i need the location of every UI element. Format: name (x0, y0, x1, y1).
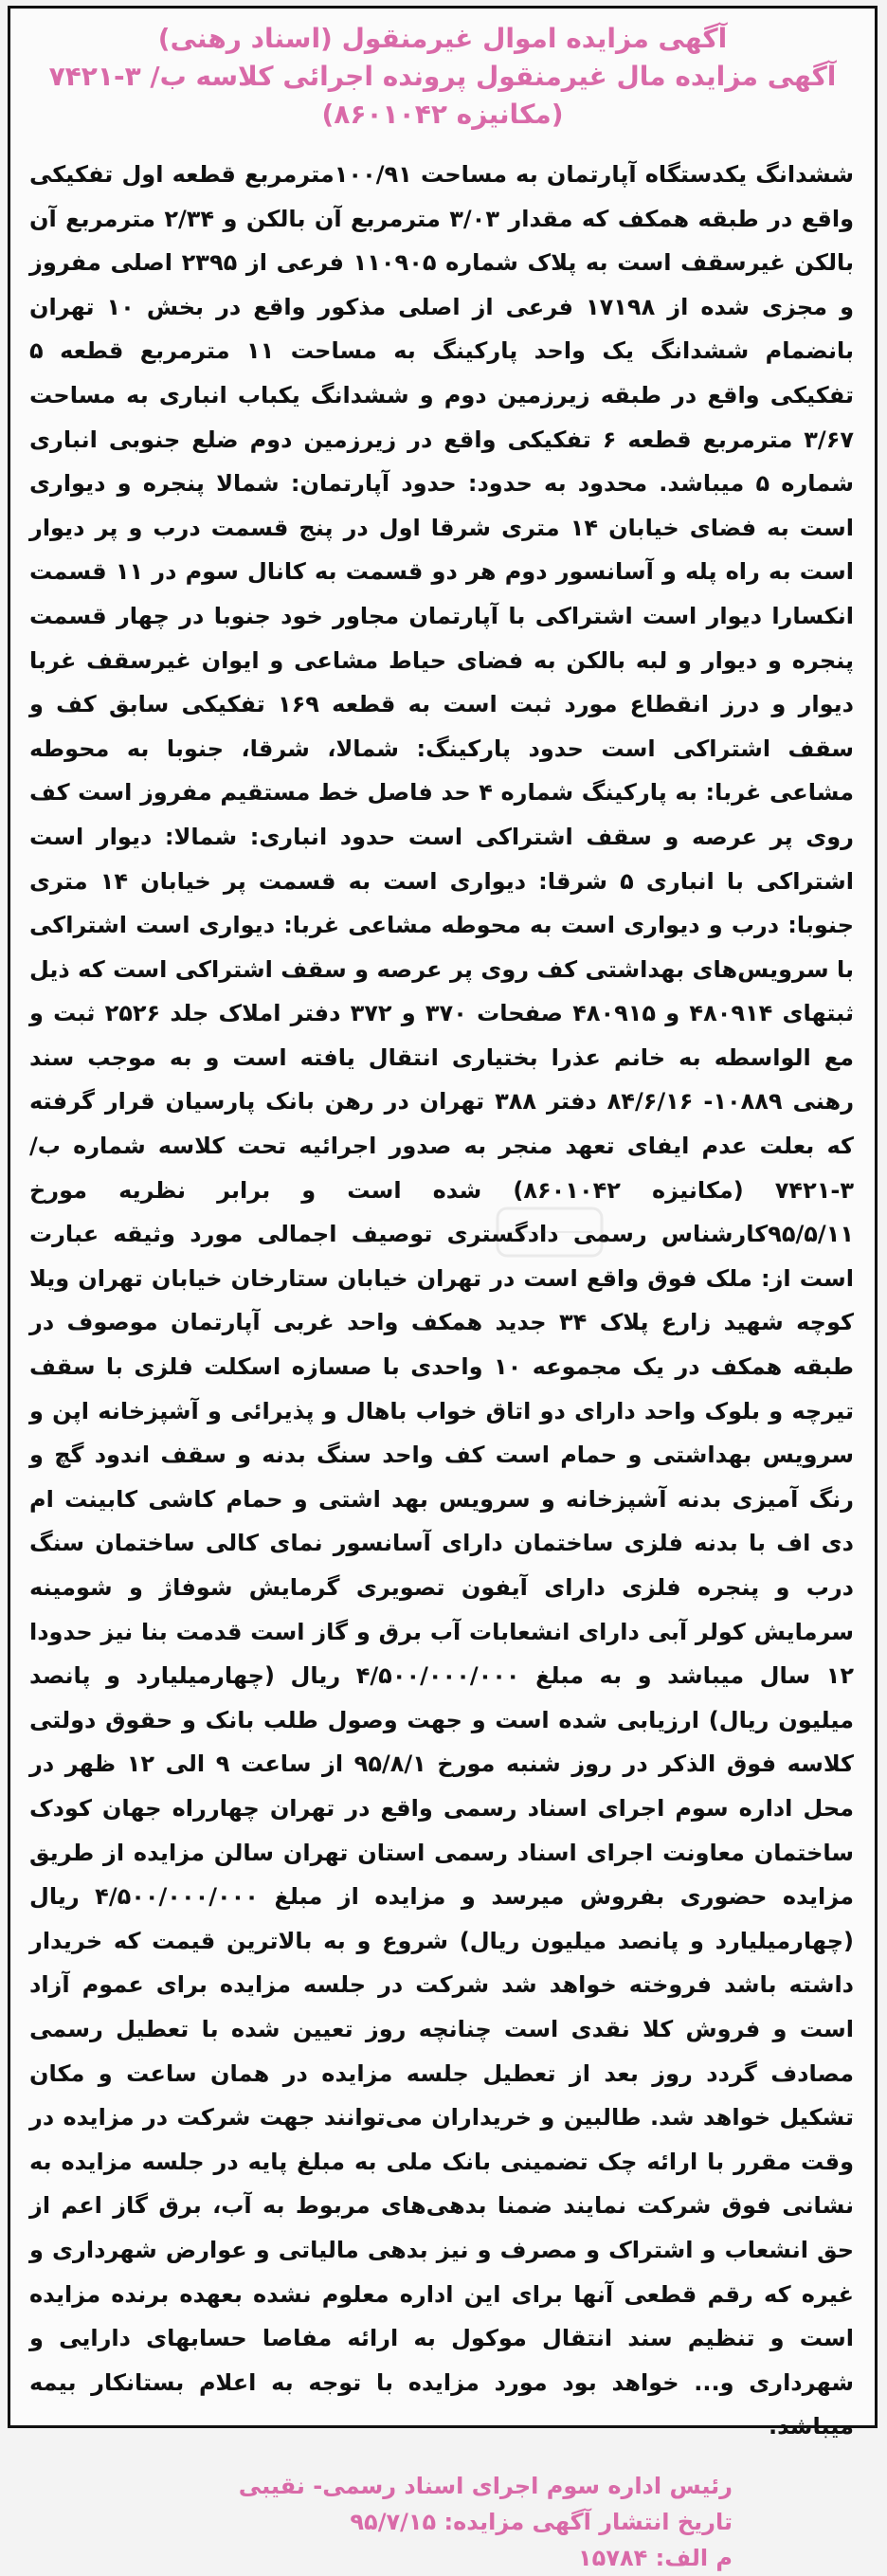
signature-line: رئیس اداره سوم اجرای اسناد رسمی- نقیبی (238, 2472, 733, 2499)
notice-footer (10, 2468, 875, 2576)
publication-date: تاریخ انتشار آگهی مزایده: ۹۵/۷/۱۵ (350, 2508, 733, 2535)
notice-body: ششدانگ یکدستگاه آپارتمان به مساحت ۱۰۰/۹۱مترمربع قطعه اول تفکیکی واقع در طبقه همکف که مقدار ۳/۰۳ مترمربع آن بالکن و ۲/۳۴ مترمربع آن بالکن غیرسقف است به پلاک شماره ۱۱۰۹۰۵ فرعی از ۲۳۹۵ اصلی مفروز و مجزی شده از ۱۷۱۹۸ فرعی از اصلی مذکور واقع در بخش ۱۰ تهران بانضمام ششدانگ یک واحد پارکینگ به مساحت ۱۱ مترمربع قطعه ۵ تفکیکی واقع در طبقه زیرزمین دوم و ششدانگ یکباب انباری به مساحت ۳/۶۷ مترمربع قطعه ۶ تفکیکی واقع در زیرزمین دوم ضلع جنوبی انباری شماره ۵ میباشد. محدود به حدود: حدود آپارتمان: شمالا پنجره و دیواری است به فضای خیابان ۱۴ متری شرقا اول در پنج قسمت درب و پر دیوار است به راه پله و آسانسور دوم هر دو قسمت به کانال سوم در ۱۱ قسمت انکسارا دیوار است اشتراکی با آپارتمان مجاور خود جنوبا در چهار قسمت پنجره و دیوار و لبه بالکن به فضای حیاط مشاعی و ایوان غیرسقف غربا دیوار و درز انقطاع مورد ثبت است به قطعه ۱۶۹ تفکیکی سابق کف و سقف اشتراکی است حدود پارکینگ: شمالا، شرقا، جنوبا به محوطه مشاعی غربا: به پارکینگ شماره ۴ حد فاصل خط مستقیم مفروز است کف روی پر عرصه و سقف اشتراکی است حدود انباری: شمالا: دیوار است اشتراکی با انباری ۵ شرقا: دیواری است به قسمت پر خیابان ۱۴ متری جنوبا: درب و دیواری است به محوطه مشاعی غربا: دیواری است اشتراکی با سرویس‌های بهداشتی کف روی پر عرصه و سقف اشتراکی است که ذیل ثبتهای ۴۸۰۹۱۴ و ۴۸۰۹۱۵ صفحات ۳۷۰ و ۳۷۲ دفتر املاک جلد ۲۵۲۶ ثبت و مع الواسطه به خانم عذرا بختیاری انتقال یافته است و به موجب سند رهنی ۱۰۸۸۹- ۸۴/۶/۱۶ دفتر ۳۸۸ تهران در رهن بانک پارسیان قرار گرفته که بعلت عدم ایفای تعهد منجر به صدور اجرائیه تحت کلاسه شماره ب/۳-۷۴۲۱ (مکانیزه ۸۶۰۱۰۴۲) شده است و برابر نظریه مورخ ۹۵/۵/۱۱کارشناس رسمی دادگستری توصیف اجمالی مورد وثیقه عبارت است از: ملک فوق واقع است در تهران خیابان ستارخان خیابان تهران ویلا کوچه شهید زارع پلاک ۳۴ جدید همکف واحد غربی آپارتمان موصوف در طبقه همکف در یک مجموعه ۱۰ واحدی با صسازه اسکلت فلزی با سقف تیرچه و بلوک واحد دارای دو اتاق خواب باهال و پذیرائی و آشپزخانه اپن و سرویس بهداشتی و حمام است کف واحد سنگ بدنه و سقف اندود گچ و رنگ آمیزی بدنه آشپزخانه و سرویس بهد اشتی و حمام کاشی کابینت ام دی اف با بدنه فلزی ساختمان دارای آسانسور نمای کالی ساختمان سنگ درب و پنجره فلزی دارای آیفون تصویری گرمایش شوفاژ و شومینه سرمایش کولر آبی دارای انشعابات آب برق و گاز است قدمت بنا نیز حدودا ۱۲ سال میباشد و به مبلغ ۴/۵۰۰/۰۰۰/۰۰۰ ریال (چهارمیلیارد و پانصد میلیون ریال) ارزیابی شده است و جهت وصول طلب بانک و حقوق دولتی کلاسه فوق الذکر در روز شنبه مورخ ۹۵/۸/۱ از ساعت ۹ الی ۱۲ ظهر در محل اداره سوم اجرای اسناد رسمی واقع در تهران چهارراه جهان کودک ساختمان معاونت اجرای اسناد رسمی استان تهران سالن مزایده از طریق مزایده حضوری بفروش میرسد و مزایده از مبلغ ۴/۵۰۰/۰۰۰/۰۰۰ ریال (چهارمیلیارد و پانصد میلیون ریال) شروع و به بالاترین قیمت که خریدار داشته باشد فروخته خواهد شد شرکت در جلسه مزایده برای عموم آزاد است و فروش کلا نقدی است چنانچه روز تعیین شده با تعطیل رسمی مصادف گردد روز بعد از تعطیل جلسه مزایده در همان ساعت و مکان تشکیل خواهد شد. طالبین و خریداران می‌توانند جهت شرکت در مزایده در وقت مقرر با ارائه چک تضمینی بانک ملی به مبلغ پایه در جلسه مزایده به نشانی فوق شرکت نمایند ضمنا بدهی‌های مربوط به آب، برق گاز اعم از حق انشعاب و اشتراک و مصرف و نیز بدهی مالیاتی و عوارض شهرداری و غیره که رقم قطعی آنها برای این اداره معلوم نشده بعهده برنده مزایده است و تنظیم سند انتقال موکول به ارائه مفاصا حسابهای دارایی و شهرداری و... خواهد بود مورد مزایده با توجه به اعلام بستانکار بیمه میباشد. (29, 161, 855, 2440)
reference-code: م الف: ۱۵۷۸۴ (578, 2544, 733, 2571)
notice-title: آگهی مزایده اموال غیرمنقول (اسناد رهنی) (157, 23, 728, 54)
notice-subtitle: آگهی مزایده مال غیرمنقول پرونده اجرائی کلاسه ب/ ۳-۷۴۲۱ (48, 61, 837, 92)
notice-case-number: (مکانیزه ۸۶۰۱۰۴۲) (321, 99, 564, 130)
notice-header (10, 20, 875, 134)
notice-paper (8, 6, 878, 2571)
